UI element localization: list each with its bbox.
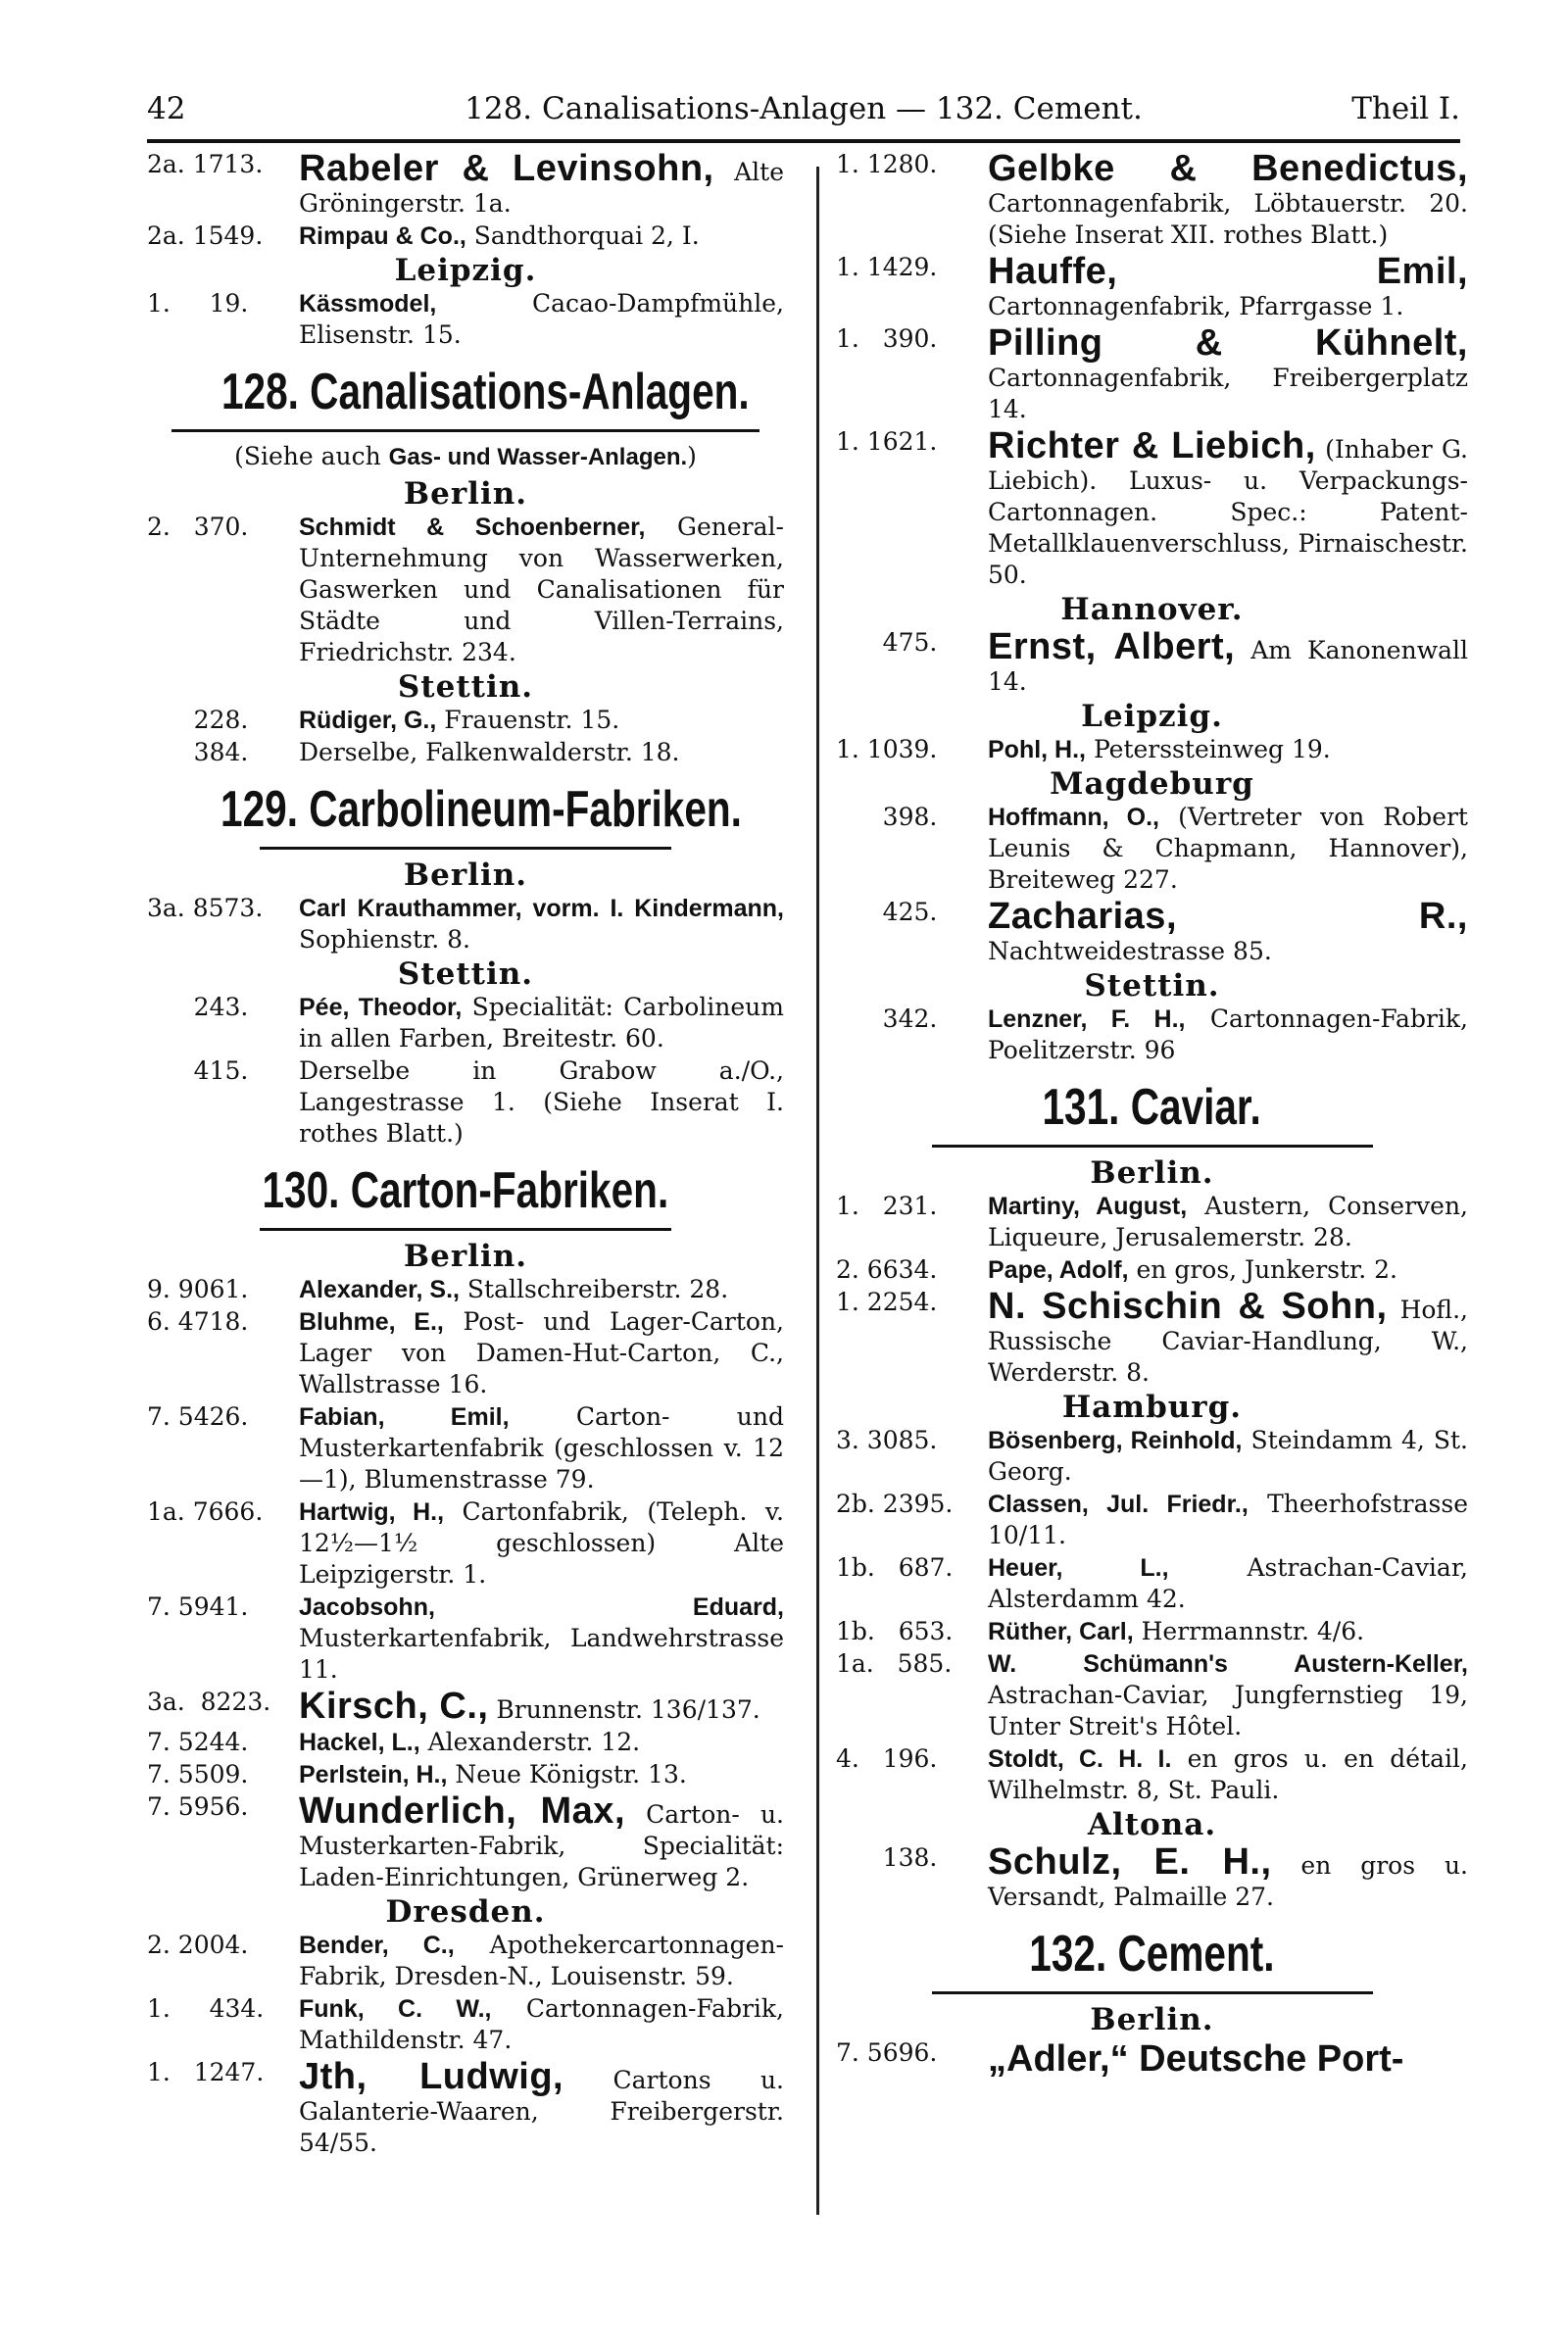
city-heading: Berlin.	[403, 858, 528, 893]
listing-entry	[147, 1496, 784, 1591]
listing-entry	[147, 1759, 784, 1790]
listing-name: Gelbke & Benedictus,	[988, 148, 1468, 189]
listing-entry	[836, 323, 1468, 425]
listing-text: Specialität: Carbolineum in allen Farben, Breitestr. 60.	[299, 993, 784, 1053]
page-number: 42	[147, 91, 186, 126]
city-heading: Berlin.	[1090, 2002, 1214, 2037]
listing-name: Rüther, Carl,	[988, 1618, 1134, 1645]
listing-text: General-Unternehmung von Wasserwerken, Gaswerken und Canalisationen für Städte und Villen-Terrains, Friedrichstr. 234.	[299, 513, 784, 666]
city-heading: Berlin.	[1090, 1155, 1214, 1191]
city-heading: Stettin.	[1084, 968, 1220, 1004]
city-heading: Stettin.	[397, 669, 534, 705]
listing-text: Herrmannstr. 4/6.	[1133, 1617, 1365, 1645]
listing-number: 2a. 1549.	[147, 221, 264, 250]
listing-entry	[836, 1842, 1468, 1913]
note-reference: Gas- und Wasser-Anlagen.	[388, 444, 688, 470]
section-heading	[147, 1159, 784, 1222]
listing-text: Sophienstr. 8.	[299, 925, 470, 954]
listing-number: 1. 434.	[147, 1994, 265, 2023]
listing-text: Stallschreiberstr. 28.	[459, 1275, 729, 1303]
section-rule	[260, 1228, 671, 1231]
listing-entry	[147, 1592, 784, 1686]
listing-text: Cacao-Dampfmühle, Elisenstr. 15.	[299, 289, 784, 349]
listing-number: 9. 9061.	[147, 1275, 249, 1303]
listing-number: 1. 231.	[836, 1192, 938, 1220]
listing-number: 1. 1247.	[147, 2058, 265, 2086]
city-heading: Hamburg.	[1061, 1390, 1243, 1425]
listing-entry	[147, 1401, 784, 1495]
listing-text: Steindamm 4, St. Georg.	[988, 1426, 1468, 1486]
note-text: )	[687, 442, 697, 470]
listing-number: 2. 6634.	[836, 1255, 938, 1284]
listing-text: Cartons u. Galanterie-Waaren, Freibergerstr. 54/55.	[299, 2066, 784, 2157]
section-heading	[836, 1923, 1468, 1985]
listing-number: 6. 4718.	[147, 1307, 249, 1336]
listing-text: en gros u. en détail, Wilhelmstr. 8, St. Pauli.	[988, 1744, 1468, 1804]
listing-text: Carton- und Musterkartenfabrik (geschlossen v. 12—1), Blumenstrasse 79.	[299, 1402, 784, 1494]
listing-text: en gros u. Versandt, Palmaille 27.	[988, 1851, 1468, 1911]
section-rule	[932, 1145, 1373, 1148]
running-title: 128. Canalisations-Anlagen — 132. Cement.	[465, 91, 1143, 126]
listing-number: 1. 1429.	[836, 253, 938, 281]
listing-name: Schmidt & Schoenberner,	[299, 514, 646, 541]
listing-entry	[836, 802, 1468, 896]
listing-entry	[836, 627, 1468, 698]
listing-number: 2. 370.	[147, 513, 249, 541]
section-heading	[836, 1076, 1468, 1139]
listing-entry	[147, 1306, 784, 1400]
listing-text: Cartonnagen-Fabrik, Mathildenstr. 47.	[299, 1994, 784, 2054]
listing-entry	[147, 992, 784, 1054]
listing-name: Classen, Jul. Friedr.,	[988, 1491, 1249, 1518]
listing-entry	[836, 1489, 1468, 1551]
listing-entry	[147, 512, 784, 668]
listing-number: 384.	[147, 738, 249, 766]
listing-number: 1. 19.	[147, 289, 249, 318]
listing-entry	[836, 1425, 1468, 1488]
listing-name: Funk, C. W.,	[299, 1995, 492, 2023]
listing-number: 425.	[836, 898, 938, 926]
listing-name: Heuer, L.,	[988, 1554, 1169, 1582]
listing-text: Neue Königstr. 13.	[447, 1760, 687, 1788]
listing-text: Cartonnagenfabrik, Freibergerplatz 14.	[988, 364, 1468, 423]
listing-text: Carton- u. Musterkarten-Fabrik, Specialität: Laden-Einrichtungen, Grünerweg 2.	[299, 1800, 785, 1891]
listing-text: Derselbe, Falkenwalderstr. 18.	[299, 738, 680, 766]
listing-number: 2. 2004.	[147, 1931, 249, 1959]
listing-name: Stoldt, C. H. I.	[988, 1745, 1172, 1773]
listing-number: 3. 3085.	[836, 1426, 938, 1454]
listing-entry	[836, 897, 1468, 967]
listing-number: 3a. 8223.	[147, 1688, 271, 1716]
listing-entry	[147, 705, 784, 736]
section-rule	[172, 429, 760, 432]
listing-entry	[836, 1743, 1468, 1806]
listing-text: Frauenstr. 15.	[436, 706, 620, 734]
listing-number: 3a. 8573.	[147, 894, 264, 922]
listing-number: 342.	[836, 1004, 938, 1033]
city-heading: Berlin.	[403, 476, 528, 512]
listing-text: Nachtweidestrasse 85.	[988, 937, 1272, 965]
listing-entry	[836, 1191, 1468, 1253]
listing-name: Rüdiger, G.,	[299, 707, 437, 734]
listing-text: Austern, Conserven, Liqueure, Jerusalemerstr. 28.	[988, 1192, 1468, 1251]
listing-name: Bluhme, E.,	[299, 1308, 444, 1336]
city-heading: Leipzig.	[1081, 699, 1223, 734]
section-title: 132. Cement.	[1029, 1926, 1275, 1983]
listing-entry	[836, 1004, 1468, 1066]
listing-entry	[147, 1791, 784, 1893]
listing-name: Martiny, August,	[988, 1193, 1188, 1220]
listing-entry	[147, 893, 784, 956]
section-rule	[260, 847, 671, 850]
listing-text: Apothekercartonnagen-Fabrik, Dresden-N., Louisenstr. 59.	[299, 1931, 784, 1990]
city-heading: Leipzig.	[394, 253, 537, 288]
listing-name: Fabian, Emil,	[299, 1403, 510, 1431]
listing-number: 7. 5509.	[147, 1760, 249, 1788]
listing-text: (Inhaber G. Liebich). Luxus- u. Verpackungs-Cartonnagen. Spec.: Patent-Metallklauenverschluss, Pirnaischestr. 50.	[988, 435, 1468, 589]
column-divider	[816, 167, 819, 2215]
listing-number: 4. 196.	[836, 1744, 938, 1773]
listing-name: Hartwig, H.,	[299, 1498, 445, 1526]
listing-number: 2b. 2395.	[836, 1490, 954, 1518]
listing-text: Cartonnagenfabrik, Pfarrgasse 1.	[988, 292, 1404, 320]
listing-name: Perlstein, H.,	[299, 1761, 448, 1788]
listing-text: Hofl., Russische Caviar-Handlung, W., Werderstr. 8.	[988, 1296, 1469, 1387]
listing-text: Cartonnagen-Fabrik, Poelitzerstr. 96	[988, 1004, 1468, 1064]
listing-text: Musterkartenfabrik, Landwehrstrasse 11.	[299, 1624, 784, 1684]
listing-entry	[147, 1993, 784, 2056]
listing-text: en gros, Junkerstr. 2.	[1128, 1255, 1397, 1284]
listing-entry	[836, 2037, 1468, 2081]
listing-text: Alexanderstr. 12.	[419, 1728, 641, 1756]
listing-number: 7. 5956.	[147, 1792, 249, 1821]
listing-entry	[147, 1687, 784, 1726]
listing-number: 1a. 585.	[836, 1649, 953, 1678]
header-rule	[147, 139, 1460, 143]
listing-number: 7. 5941.	[147, 1592, 249, 1621]
listing-number: 398.	[836, 803, 938, 831]
city-heading: Stettin.	[397, 956, 534, 992]
listing-number: 7. 5426.	[147, 1402, 249, 1431]
listing-entry	[836, 149, 1468, 251]
right-column	[836, 149, 1468, 2082]
listing-name: Pohl, H.,	[988, 736, 1086, 763]
listing-number: 1. 1280.	[836, 150, 938, 178]
listing-number: 243.	[147, 993, 249, 1021]
section-title: 129. Carbolineum-Fabriken.	[220, 781, 742, 838]
listing-number: 2a. 1713.	[147, 150, 264, 178]
listing-name: Alexander, S.,	[299, 1276, 460, 1303]
listing-entry	[147, 149, 784, 220]
listing-entry	[147, 220, 784, 252]
city-heading: Magdeburg	[1050, 766, 1254, 802]
listing-name: Wunderlich, Max,	[299, 1790, 626, 1832]
listing-name: N. Schischin & Sohn,	[988, 1286, 1388, 1327]
listing-number: 7. 5696.	[836, 2038, 938, 2067]
listing-text: Brunnenstr. 136/137.	[488, 1695, 760, 1724]
city-heading: Hannover.	[1060, 592, 1244, 627]
listing-name: Kässmodel,	[299, 290, 437, 318]
listing-text: Cartonnagenfabrik, Löbtauerstr. 20. (Siehe Inserat XII. rothes Blatt.)	[988, 189, 1468, 249]
listing-entry	[147, 1055, 784, 1150]
listing-number: 1b. 687.	[836, 1553, 954, 1582]
note-text: (Siehe auch	[234, 442, 389, 470]
listing-number: 228.	[147, 706, 249, 734]
section-title: 130. Carton-Fabriken.	[262, 1162, 669, 1219]
listing-name: Jacobsohn, Eduard,	[299, 1593, 784, 1621]
listing-text: (Vertreter von Robert Leunis & Chapmann, Hannover), Breiteweg 227.	[988, 803, 1468, 894]
listing-text: Theerhofstrasse 10/11.	[988, 1490, 1468, 1549]
listing-text: Cartonfabrik, (Teleph. v. 12½—1½ geschlossen) Alte Leipzigerstr. 1.	[299, 1497, 784, 1589]
part-label: Theil I.	[1351, 91, 1460, 126]
listing-number: 1. 390.	[836, 324, 938, 353]
listing-number: 415.	[147, 1056, 249, 1085]
listing-entry	[147, 737, 784, 768]
listing-name: Hoffmann, O.,	[988, 804, 1159, 831]
city-heading: Dresden.	[385, 1894, 546, 1930]
listing-text: Am Kanonenwall 14.	[988, 636, 1468, 696]
listing-name: Ernst, Albert,	[988, 626, 1236, 667]
listing-name: Zacharias, R.,	[988, 896, 1468, 937]
listing-name: Pape, Adolf,	[988, 1256, 1129, 1284]
section-rule	[932, 1991, 1373, 1994]
listing-entry	[836, 252, 1468, 322]
listing-name: Carl Krauthammer, vorm. I. Kindermann,	[299, 895, 784, 922]
listing-name: Hackel, L.,	[299, 1729, 420, 1756]
section-note	[147, 440, 784, 474]
listing-name: Pilling & Kühnelt,	[988, 322, 1468, 364]
listing-text: Peterssteinweg 19.	[1086, 735, 1331, 763]
listing-number: 1. 1621.	[836, 427, 938, 456]
listing-name: Schulz, E. H.,	[988, 1841, 1272, 1883]
listing-name: Rimpau & Co.,	[299, 222, 466, 250]
listing-entry	[147, 1727, 784, 1758]
listing-name: Rabeler & Levinsohn,	[299, 148, 714, 189]
listing-name: Lenzner, F. H.,	[988, 1005, 1186, 1033]
listing-name: Bender, C.,	[299, 1932, 455, 1959]
listing-number: 475.	[836, 628, 938, 657]
section-heading	[147, 778, 784, 841]
listing-name: „Adler,“ Deutsche Port-	[988, 2038, 1404, 2080]
listing-name: Kirsch, C.,	[299, 1686, 489, 1727]
listing-entry	[836, 426, 1468, 591]
listing-entry	[836, 1648, 1468, 1742]
city-heading: Altona.	[1087, 1807, 1217, 1842]
listing-entry	[836, 1616, 1468, 1647]
listing-entry	[836, 1287, 1468, 1389]
listing-name: Hauffe, Emil,	[988, 251, 1468, 292]
section-title: 131. Caviar.	[1042, 1079, 1262, 1136]
listing-text: Astrachan-Caviar, Alsterdamm 42.	[988, 1553, 1468, 1613]
listing-text: Derselbe in Grabow a./O., Langestrasse 1. (Siehe Inserat I. rothes Blatt.)	[299, 1056, 784, 1148]
listing-number: 7. 5244.	[147, 1728, 249, 1756]
listing-entry	[147, 1274, 784, 1305]
city-heading: Berlin.	[403, 1239, 528, 1274]
section-title: 128. Canalisations-Anlagen.	[220, 364, 750, 420]
listing-name: Richter & Liebich,	[988, 425, 1316, 466]
listing-name: Pée, Theodor,	[299, 994, 463, 1021]
listing-name: W. Schümann's Austern-Keller,	[988, 1650, 1468, 1678]
listing-name: Bösenberg, Reinhold,	[988, 1427, 1243, 1454]
listing-number: 1. 2254.	[836, 1288, 938, 1316]
listing-name: Jth, Ludwig,	[299, 2056, 564, 2097]
listing-text: Alte Gröningerstr. 1a.	[299, 158, 784, 218]
listing-text: Astrachan-Caviar, Jungfernstieg 19, Unter Streit's Hôtel.	[988, 1681, 1468, 1740]
listing-entry	[147, 1930, 784, 1992]
listing-entry	[147, 2057, 784, 2159]
listing-entry	[147, 288, 784, 351]
listing-number: 1a. 7666.	[147, 1497, 264, 1526]
listing-entry	[836, 1552, 1468, 1615]
listing-number: 1b. 653.	[836, 1617, 954, 1645]
section-heading	[147, 361, 784, 423]
listing-number: 1. 1039.	[836, 735, 938, 763]
listing-number: 138.	[836, 1843, 938, 1872]
listing-entry	[836, 1254, 1468, 1286]
left-column	[147, 149, 784, 2160]
listing-text: Sandthorquai 2, I.	[466, 221, 700, 250]
running-header	[147, 84, 1460, 133]
listing-entry	[836, 734, 1468, 765]
listing-text: Post- und Lager-Carton, Lager von Damen-Hut-Carton, C., Wallstrasse 16.	[299, 1307, 785, 1398]
